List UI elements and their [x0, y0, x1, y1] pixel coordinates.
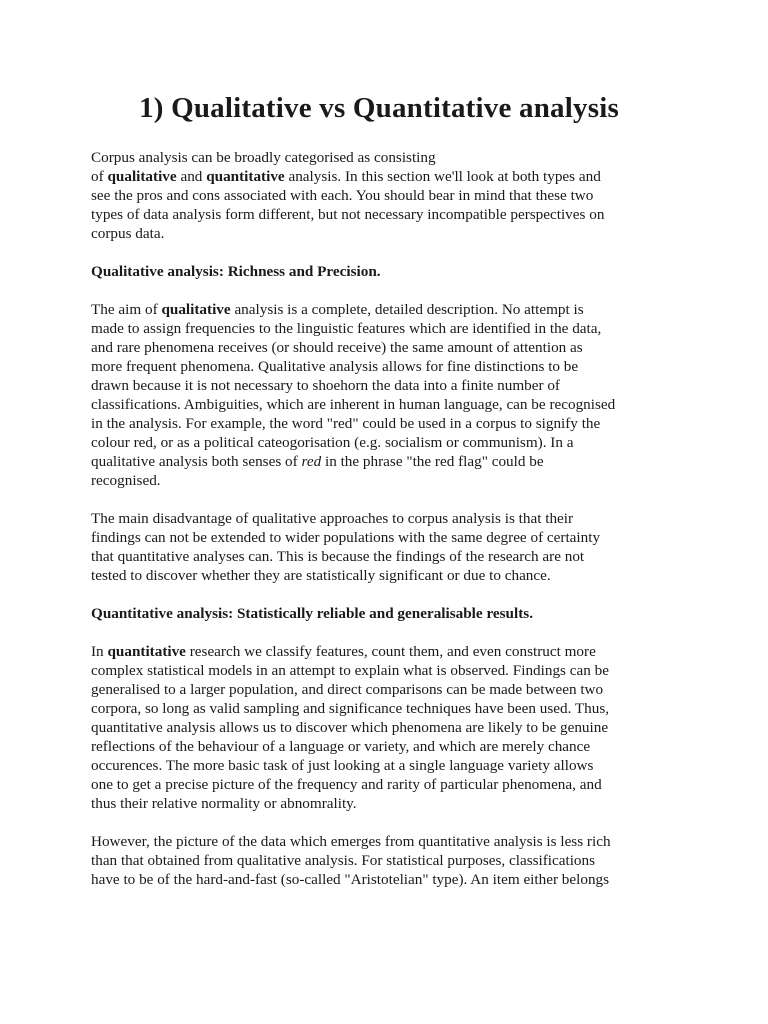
qualitative-heading: Qualitative analysis: Richness and Precision. [91, 263, 381, 280]
document-title: 1) Qualitative vs Quantitative analysis [139, 92, 619, 124]
document-page [91, 88, 681, 908]
qual-italic-red: red [301, 453, 322, 470]
quantitative-heading: Quantitative analysis: Statistically reliable and generalisable results. [91, 605, 533, 622]
quant-text-2: research we classify features, count them, and even construct more complex statistical models in an attempt to explain what is observed. Findings can be generalised to a larger population, and direct comparisons can be made between two corpora, so long as valid sampling and significance techniques have been used. Thus, quantitative analysis allows us to discover which phenomena are likely to be genuine reflections of the behaviour of a language or variety, and which are merely chance occurences. The more basic task of just looking at a single language variety allows one to get a precise picture of the frequency and rarity of particular phenomena, and thus their relative normality or abnomrality. [91, 643, 610, 812]
qual-text-1: The aim of [91, 301, 162, 318]
intro-bold-qualitative: qualitative [107, 168, 177, 185]
qualitative-paragraph [91, 300, 681, 490]
qualitative-disadvantage-paragraph: The main disadvantage of qualitative approaches to corpus analysis is that their findings can not be extended to wider populations with the same degree of certainty that quantitative analyses can. This is because the findings of the research are not tested to discover whether they are statistically significant or due to chance. [91, 510, 601, 584]
intro-text-1: Corpus analysis can be broadly categorised as consisting of [91, 149, 436, 185]
intro-text-2: and [176, 168, 207, 185]
quant-text-1: In [91, 643, 108, 660]
intro-bold-quantitative: quantitative [206, 168, 285, 185]
qual-text-3: in the phrase "the red flag" could be recognised. [91, 453, 544, 489]
quantitative-paragraph [91, 642, 681, 813]
intro-text-3: analysis. In this section we'll look at both types and see the pros and cons associated with each. You should bear in mind that these two types of data analysis form different, but not necessary incompatible perspectives on corpus data. [91, 168, 605, 242]
qual-bold-qualitative: qualitative [161, 301, 231, 318]
qual-text-2: analysis is a complete, detailed description. No attempt is made to assign frequencies to the linguistic features which are identified in the data, and rare phenomena receives (or should receive) the same amount of attention as more frequent phenomena. Qualitative analysis allows for fine distinctions to be drawn because it is not necessary to shoehorn the data into a finite number of classifications. Ambiguities, which are inherent in human language, can be recognised in the analysis. For example, the word "red" could be used in a corpus to signify the colour red, or as a political cateogorisation (e.g. socialism or communism). In a qualitative analysis both senses of [91, 301, 616, 470]
quant-bold-quantitative: quantitative [107, 643, 186, 660]
intro-paragraph [91, 148, 681, 243]
quantitative-however-paragraph: However, the picture of the data which emerges from quantitative analysis is less rich than that obtained from qualitative analysis. For statistical purposes, classifications have to be of the hard-and-fast (so-called "Aristotelian" type). An item either belongs [91, 833, 611, 888]
